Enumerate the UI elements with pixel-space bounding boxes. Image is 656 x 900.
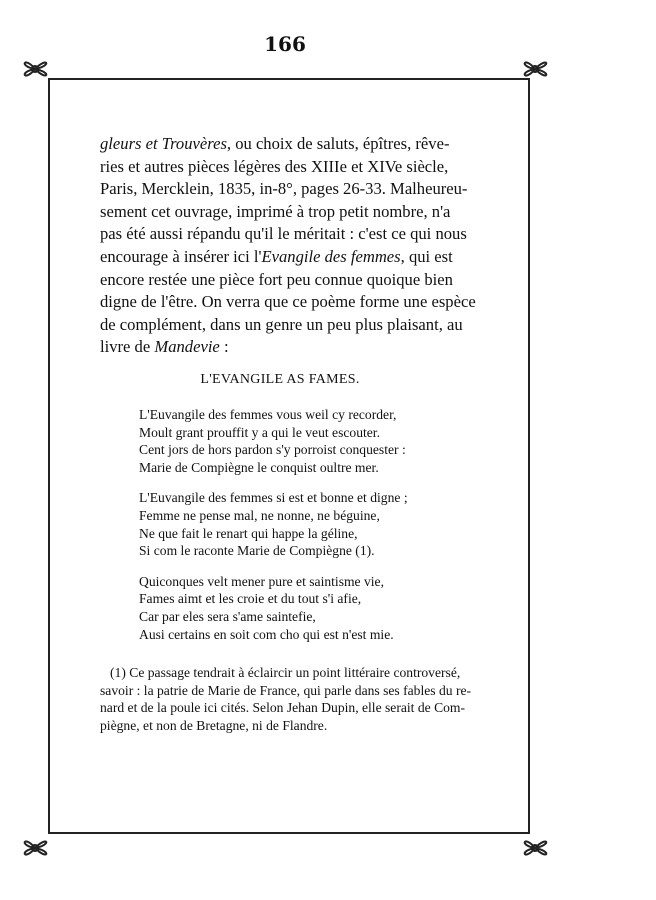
poem-verse: Fames aimt et les croie et du tout s'i afie, xyxy=(139,591,362,607)
body-line: pas été aussi répandu qu'il le méritait : c'est ce qui nous xyxy=(100,224,467,244)
poem-verse: Moult grant prouffit y a qui le veut escouter. xyxy=(139,424,380,440)
poem-verse: Marie de Compiègne le conquist oultre mer. xyxy=(139,459,379,475)
corner-ornament-icon xyxy=(20,54,50,84)
body-line: ries et autres pièces légères des XIIIe et XIVe siècle, xyxy=(100,156,449,176)
footnote xyxy=(100,664,492,734)
body-line: de complément, dans un genre un peu plus plaisant, au xyxy=(100,314,463,334)
body-line: livre de Mandevie : xyxy=(100,337,229,357)
poem-stanza xyxy=(139,406,439,476)
poem-verse: Car par eles sera s'ame saintefie, xyxy=(139,608,316,624)
poem-verse: L'Euvangile des femmes vous weil cy recorder, xyxy=(139,407,397,422)
poem-title: L'EVANGILE AS FAMES. xyxy=(200,372,360,387)
poem-verse: Femme ne pense mal, ne nonne, ne béguine, xyxy=(139,507,380,523)
poem-verse: Ne que fait le renart qui happe la géline, xyxy=(139,525,358,541)
footnote-line: savoir : la patrie de Marie de France, qui parle dans ses fables du re- xyxy=(100,682,472,698)
footnote-line: (1) Ce passage tendrait à éclaircir un point littéraire controversé, xyxy=(110,665,461,680)
corner-ornament-icon xyxy=(520,833,550,863)
poem-verse: Ausi certains en soit com cho qui est n'est mie. xyxy=(139,626,394,642)
poem-verse: L'Euvangile des femmes si est et bonne et digne ; xyxy=(139,490,408,506)
poem-stanza xyxy=(139,573,439,643)
body-line: encourage à insérer ici l'Evangile des femmes, qui est xyxy=(100,246,453,266)
poem xyxy=(139,406,439,656)
footnote-line: nard et de la poule ici cités. Selon Jehan Dupin, elle serait de Com- xyxy=(100,700,466,716)
body-line: Paris, Mercklein, 1835, in-8°, pages 26-33. Malheureu- xyxy=(100,179,468,199)
poem-verse: Si com le raconte Marie de Compiègne (1). xyxy=(139,543,375,559)
footnote-line: piègne, et non de Bretagne, ni de Flandre. xyxy=(100,717,328,733)
poem-verse: Quiconques velt mener pure et saintisme vie, xyxy=(139,573,384,589)
page-number: 166 xyxy=(264,32,306,56)
body-line: digne de l'être. On verra que ce poème forme une espèce xyxy=(100,292,476,312)
body-line: gleurs et Trouvères, ou choix de saluts, épîtres, rêve- xyxy=(100,134,450,153)
body-paragraph xyxy=(100,133,492,359)
body-line: encore restée une pièce fort peu connue quoique bien xyxy=(100,269,453,289)
corner-ornament-icon xyxy=(20,833,50,863)
body-line: sement cet ouvrage, imprimé à trop petit nombre, n'a xyxy=(100,201,451,221)
poem-stanza xyxy=(139,489,439,559)
poem-verse: Cent jors de hors pardon s'y porroist conquester : xyxy=(139,442,406,458)
